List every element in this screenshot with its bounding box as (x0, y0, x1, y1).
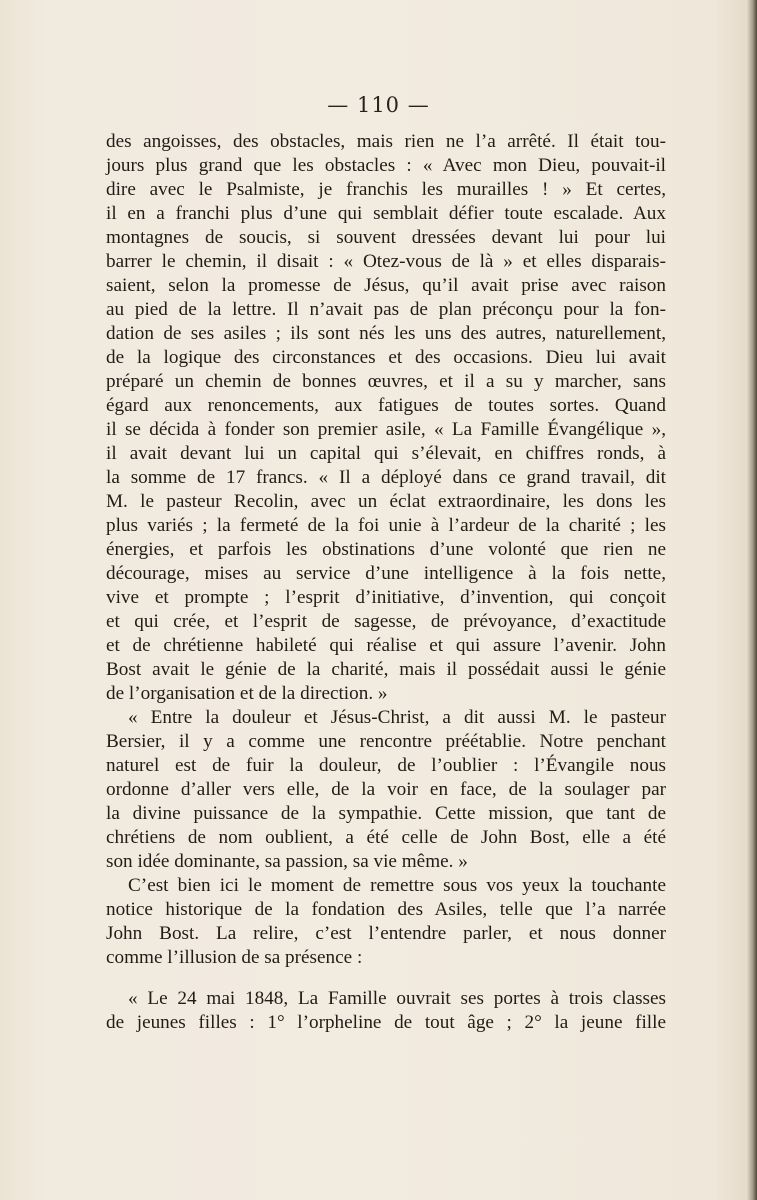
text-line: Bersier, il y a comme une rencontre préétablie. Notre penchant (106, 731, 666, 752)
text-line: égard aux renoncements, aux fatigues de toutes sortes. Quand (106, 395, 666, 416)
text-line: il se décida à fonder son premier asile, « La Famille Évangélique », (106, 419, 666, 440)
text-line: énergies, et parfois les obstinations d’une volonté que rien ne (106, 539, 666, 560)
body-text (106, 130, 666, 1035)
text-line: au pied de la lettre. Il n’avait pas de plan préconçu pour la fon- (106, 299, 666, 320)
text-line: comme l’illusion de sa présence : (106, 947, 363, 968)
text-line: son idée dominante, sa passion, sa vie même. » (106, 851, 468, 872)
text-line: il en a franchi plus d’une qui semblait défier toute escalade. Aux (106, 203, 666, 224)
text-line: plus variés ; la fermeté de la foi unie à l’ardeur de la charité ; les (106, 515, 666, 536)
text-line: de l’organisation et de la direction. » (106, 683, 388, 704)
text-line: « Entre la douleur et Jésus-Christ, a dit aussi M. le pasteur (128, 707, 666, 728)
paragraph-1 (106, 130, 666, 706)
paragraph-gap (106, 970, 666, 987)
text-line: Bost avait le génie de la charité, mais il possédait aussi le génie (106, 659, 666, 680)
text-line: barrer le chemin, il disait : « Otez-vous de là » et elles disparais- (106, 251, 666, 272)
text-line: chrétiens de nom oublient, a été celle de John Bost, elle a été (106, 827, 666, 848)
text-line: jours plus grand que les obstacles : « Avec mon Dieu, pouvait-il (106, 155, 666, 176)
text-line: et de chrétienne habileté qui réalise et qui assure l’avenir. John (106, 635, 666, 656)
text-line: C’est bien ici le moment de remettre sous vos yeux la touchante (128, 875, 666, 896)
page-number: — 110 — (327, 93, 430, 117)
text-line: John Bost. La relire, c’est l’entendre parler, et nous donner (106, 923, 666, 944)
text-line: dire avec le Psalmiste, je franchis les murailles ! » Et certes, (106, 179, 666, 200)
paragraph-3 (106, 874, 666, 970)
text-line: notice historique de la fondation des Asiles, telle que l’a narrée (106, 899, 666, 920)
text-line: de jeunes filles : 1° l’orpheline de tout âge ; 2° la jeune fille (106, 1012, 666, 1033)
text-line: montagnes de soucis, si souvent dressées devant lui pour lui (106, 227, 666, 248)
text-line: des angoisses, des obstacles, mais rien ne l’a arrêté. Il était tou- (106, 131, 666, 152)
paragraph-4 (106, 987, 666, 1035)
text-line: M. le pasteur Recolin, avec un éclat extraordinaire, les dons les (106, 491, 666, 512)
text-line: décourage, mises au service d’une intelligence à la fois nette, (106, 563, 666, 584)
text-line: et qui crée, et l’esprit de sagesse, de prévoyance, d’exactitude (106, 611, 666, 632)
paragraph-2 (106, 706, 666, 874)
text-line: de la logique des circonstances et des occasions. Dieu lui avait (106, 347, 666, 368)
text-line: préparé un chemin de bonnes œuvres, et il a su y marcher, sans (106, 371, 666, 392)
text-line: il avait devant lui un capital qui s’élevait, en chiffres ronds, à (106, 443, 666, 464)
text-line: ordonne d’aller vers elle, de la voir en face, de la soulager par (106, 779, 666, 800)
text-line: dation de ses asiles ; ils sont nés les uns des autres, naturellement, (106, 323, 666, 344)
text-line: « Le 24 mai 1848, La Famille ouvrait ses portes à trois classes (128, 988, 666, 1009)
text-line: la divine puissance de la sympathie. Cette mission, que tant de (106, 803, 666, 824)
text-line: saient, selon la promesse de Jésus, qu’il avait prise avec raison (106, 275, 666, 296)
text-line: la somme de 17 francs. « Il a déployé dans ce grand travail, dit (106, 467, 666, 488)
text-line: naturel est de fuir la douleur, de l’oublier : l’Évangile nous (106, 755, 666, 776)
page-edge-shadow (747, 0, 757, 1200)
text-line: vive et prompte ; l’esprit d’initiative, d’invention, qui conçoit (106, 587, 666, 608)
